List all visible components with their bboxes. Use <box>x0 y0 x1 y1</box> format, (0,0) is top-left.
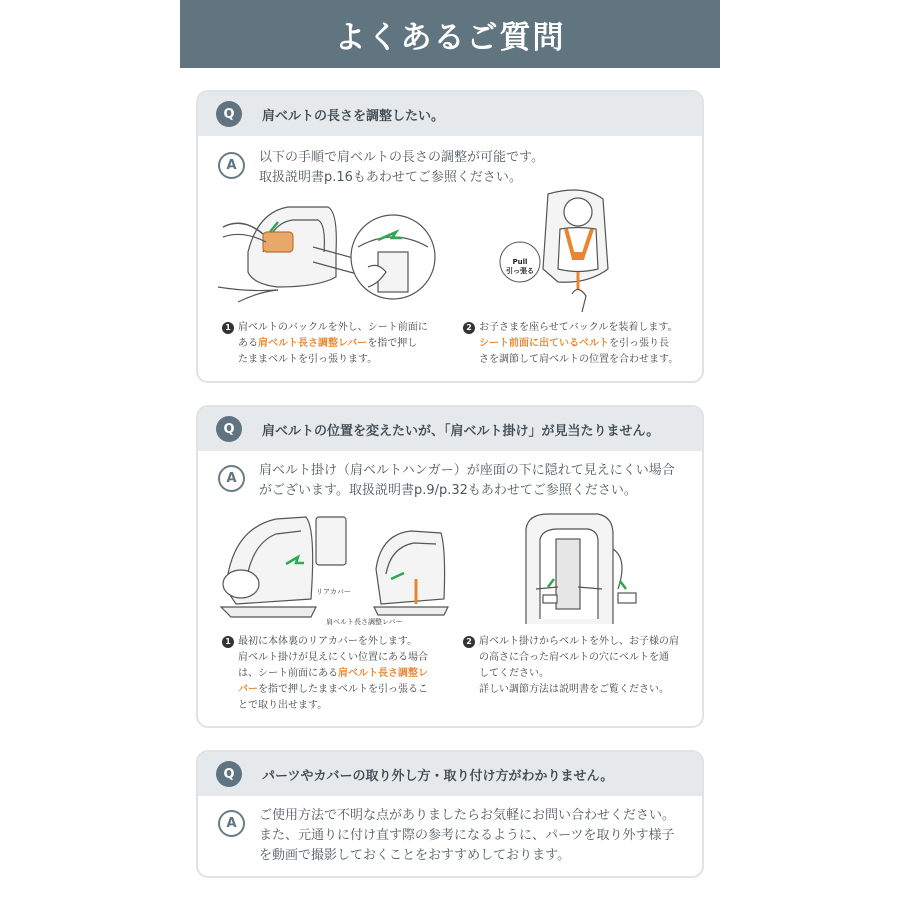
answer-line-2: がございます。取扱説明書p.9/p.32もあわせてご参照ください。 <box>259 483 637 498</box>
question-text: 肩ベルトの位置を変えたいが、「肩ベルト掛け」が見当たりません。 <box>262 423 660 439</box>
q-badge: Q <box>216 416 242 442</box>
step-text: ある <box>238 338 258 349</box>
step-text: してください。 <box>479 668 549 679</box>
answer-block <box>198 461 702 501</box>
faq-card-2 <box>196 405 704 728</box>
faq-card-3 <box>196 750 704 878</box>
step-number: 1 <box>222 322 234 334</box>
a-badge: A <box>218 810 245 837</box>
pull-label-en: Pull <box>512 258 528 266</box>
step-2 <box>463 634 679 698</box>
highlight-belt: シート前面に出ているベルト <box>479 338 609 349</box>
illustration-child-seat-pull <box>498 184 638 314</box>
label-rear-cover: リアカバー <box>316 588 351 596</box>
question-text: 肩ベルトの長さを調整したい。 <box>262 108 445 124</box>
question-bar <box>198 92 702 136</box>
pull-label <box>500 258 540 276</box>
label-lever: 肩ベルト長さ調整レバー <box>326 618 403 626</box>
step-1 <box>222 320 428 368</box>
answer-line-2: また、元通りに付け直す際の参考になるように、パーツを取り外す様子 <box>259 828 675 843</box>
answer-block <box>198 806 702 866</box>
step-text: 肩ベルト掛けからベルトを外し、お子様の肩 <box>479 636 679 647</box>
answer-line-2: 取扱説明書p.16もあわせてご参照ください。 <box>259 170 522 185</box>
answer-block <box>198 148 702 188</box>
illustration-rear-cover <box>216 509 456 629</box>
step-2 <box>463 320 678 368</box>
pull-label-ja: 引っ張る <box>506 267 534 275</box>
step-number: 1 <box>222 636 234 648</box>
step-text: とで取り出せます。 <box>238 700 328 711</box>
q-badge: Q <box>216 101 242 127</box>
step-number: 2 <box>463 636 475 648</box>
step-text: を指で押したままベルトを引っ張るこ <box>258 684 428 695</box>
step-text: さを調節して肩ベルトの位置を合わせます。 <box>479 354 679 365</box>
answer-line-1: 以下の手順で肩ベルトの長さの調整が可能です。 <box>259 150 544 165</box>
question-text: パーツやカバーの取り外し方・取り付け方がわかりません。 <box>262 768 614 784</box>
a-badge: A <box>218 465 245 492</box>
page-title: よくあるご質問 <box>180 0 720 68</box>
illustration-belt-hanger <box>518 509 658 627</box>
step-text: 詳しい調節方法は説明書をご覧ください。 <box>479 684 669 695</box>
step-1 <box>222 634 428 714</box>
a-badge: A <box>218 152 245 179</box>
step-text: は、シート前面にある <box>238 668 338 679</box>
step-text: お子さまを座らせてバックルを装着します。 <box>479 322 678 333</box>
step-text: たままベルトを引っ張ります。 <box>238 354 378 365</box>
q-badge: Q <box>216 761 242 787</box>
step-text: 肩ベルトのバックルを外し、シート前面に <box>238 322 428 333</box>
question-bar <box>198 407 702 451</box>
illustration-belt-lever <box>218 192 438 307</box>
step-text: を引っ張り長 <box>609 338 669 349</box>
question-bar <box>198 752 702 796</box>
answer-line-1: ご使用方法で不明な点がありましたらお気軽にお問い合わせください。 <box>259 808 676 823</box>
step-text: の高さに合った肩ベルトの穴にベルトを通 <box>479 652 669 663</box>
highlight-lever: 肩ベルト長さ調整レ <box>338 668 428 679</box>
highlight-lever: 肩ベルト長さ調整レバー <box>258 338 368 349</box>
step-text: 最初に本体裏のリアカバーを外します。 <box>238 636 418 647</box>
highlight-lever: バー <box>238 684 258 695</box>
step-text: を指で押し <box>367 338 418 349</box>
answer-line-1: 肩ベルト掛け（肩ベルトハンガー）が座面の下に隠れて見えにくい場合 <box>259 463 675 478</box>
step-text: 肩ベルト掛けが見えにくい位置にある場合 <box>238 652 428 663</box>
faq-card-1 <box>196 90 704 383</box>
answer-line-3: を動画で撮影しておくことをおすすめしております。 <box>259 848 571 863</box>
step-number: 2 <box>463 322 475 334</box>
